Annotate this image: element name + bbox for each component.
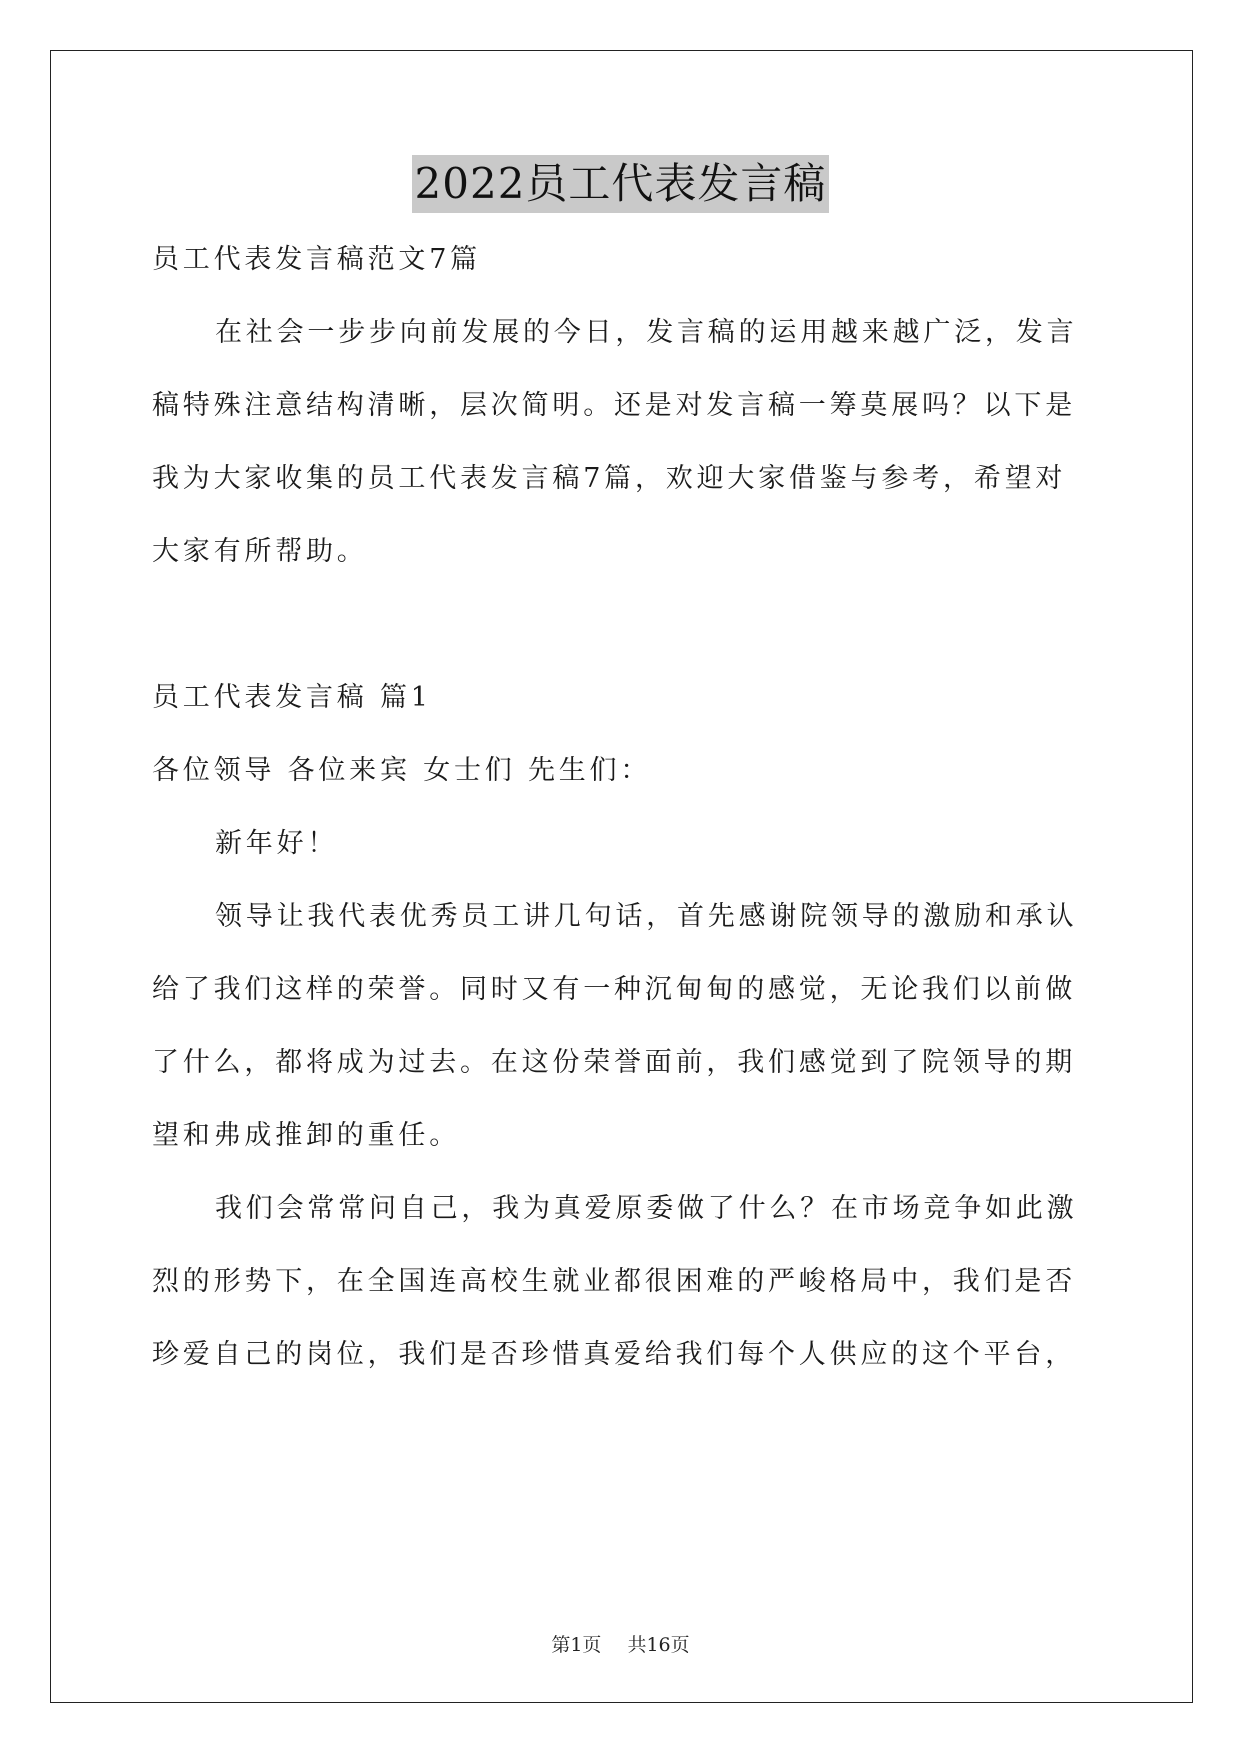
intro-line-4: 大家有所帮助。 bbox=[152, 536, 368, 567]
para1-line-1: 领导让我代表优秀员工讲几句话，首先感谢院领导的激励和承认 bbox=[215, 901, 1078, 932]
salutation: 各位领导 各位来宾 女士们 先生们： bbox=[152, 755, 652, 786]
page-total: 共16页 bbox=[627, 1634, 690, 1656]
para2-line-2: 烈的形势下，在全国连高校生就业都很困难的严峻格局中，我们是否 bbox=[152, 1266, 1076, 1297]
section-heading: 员工代表发言稿 篇1 bbox=[152, 682, 432, 713]
intro-line-2: 稿特殊注意结构清晰，层次简明。还是对发言稿一筹莫展吗？以下是 bbox=[152, 390, 1076, 421]
intro-line-3: 我为大家收集的员工代表发言稿7篇，欢迎大家借鉴与参考，希望对 bbox=[152, 463, 1067, 494]
para1-line-2: 给了我们这样的荣誉。同时又有一种沉甸甸的感觉，无论我们以前做 bbox=[152, 974, 1076, 1005]
page-current: 第1页 bbox=[551, 1634, 602, 1656]
para2-line-1: 我们会常常问自己，我为真爱原委做了什么？在市场竞争如此激 bbox=[215, 1193, 1078, 1224]
page-border bbox=[50, 50, 1193, 1703]
document-subtitle: 员工代表发言稿范文7篇 bbox=[152, 244, 481, 275]
para1-line-4: 望和弗成推卸的重任。 bbox=[152, 1120, 460, 1151]
para1-line-3: 了什么，都将成为过去。在这份荣誉面前，我们感觉到了院领导的期 bbox=[152, 1047, 1076, 1078]
title-wrap bbox=[0, 155, 1241, 213]
para2-line-3: 珍爱自己的岗位，我们是否珍惜真爱给我们每个人供应的这个平台， bbox=[152, 1339, 1076, 1370]
document-title: 2022员工代表发言稿 bbox=[412, 155, 830, 213]
greeting: 新年好！ bbox=[215, 828, 339, 859]
intro-line-1: 在社会一步步向前发展的今日，发言稿的运用越来越广泛，发言 bbox=[215, 317, 1078, 348]
page-footer bbox=[0, 1630, 1241, 1657]
